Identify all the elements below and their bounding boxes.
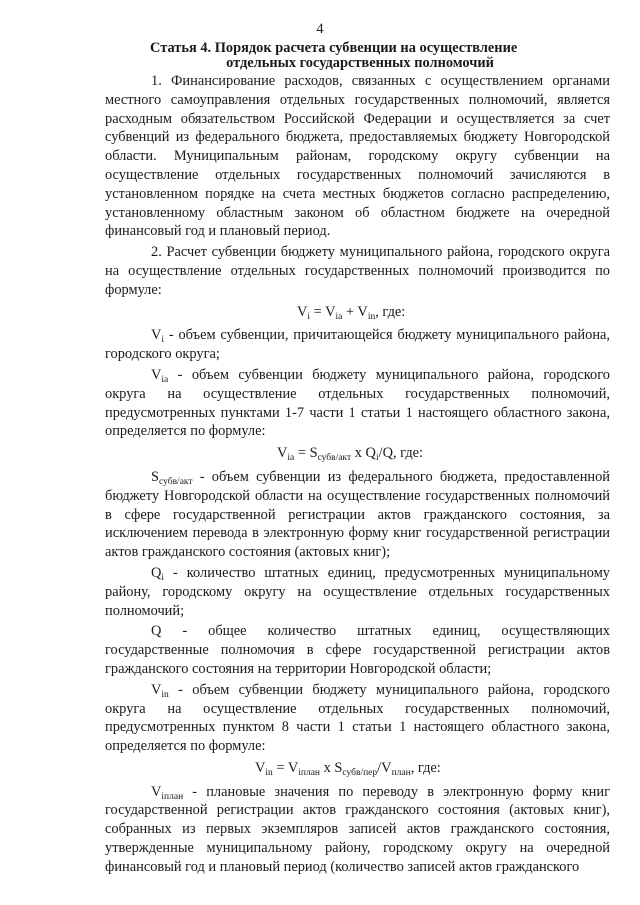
definition-qi: $Q_i$ - количество штатных единиц, предусмотренных муниципальному району, городскому округу на осуществление отдельных государственных полномочий; xyxy=(105,564,610,619)
paragraph-1: 1. Финансирование расходов, связанных с осуществлением органами местного самоуправления отдельных государственных полномочий, является расходным обязательством Российской Федерации и осуществляется за счет субвенций из федерального бюджета, предоставляемых бюджету Новгородской области. Муниципальным районам, городскому округу субвенции на осуществление отдельных государственных полномочий зачисляются в установленном порядке на счета местных бюджетов согласно распределению, установленному областным законом об областном бюджете на очередной финансовый год и плановый период. xyxy=(105,73,610,240)
paragraph-2: 2. Расчет субвенции бюджету муниципального района, городского округа на осуществление отдельных государственных полномочий производится по формуле: xyxy=(105,244,610,298)
formula-via: $V_{ia} = S_{субв/акт}$ x $Q_i/Q$, где: xyxy=(277,445,424,464)
article-body xyxy=(105,72,610,879)
article-title-line-1: Статья 4. Порядок расчета субвенции на осуществление xyxy=(150,40,518,56)
definition-s-subv-akt: $S_{субв/акт}$ - объем субвенции из федерального бюджета, предоставленной бюджету Новгородской области на осуществление государственных полномочий в сфере государственной регистрации актов гражданского состояния, за исключением перевода в электронную форму книг государственной регистрации актов гражданского состояния (актовых книг); xyxy=(105,468,610,561)
formula-vi: $V_i = V_{ia} + V_{in}$, где: xyxy=(297,303,406,322)
definition-vi: $V_i$ - объем субвенции, причитающейся бюджету муниципального района, городского округа; xyxy=(105,327,610,363)
page-number: 4 xyxy=(316,21,324,37)
definition-q: Q - общее количество штатных единиц, осуществляющих государственные полномочия в сфере государственной регистрации актов гражданского состояния на территории Новгородской области; xyxy=(105,623,610,677)
formula-vin: $V_{in} = V_{iплан}$ x $S_{субв/пер}/V_{план}$, где: xyxy=(255,759,441,778)
article-title-line-2: отдельных государственных полномочий xyxy=(226,55,494,71)
article-title xyxy=(150,41,570,71)
definition-vin: $V_{in}$ - объем субвенции бюджету муниципального района, городского округа на осуществление отдельных государственных полномочий, предусмотренных пунктом 8 части 1 статьи 1 настоящего областного закона, определяется по формуле: xyxy=(105,681,610,755)
definition-via: $V_{ia}$ - объем субвенции бюджету муниципального района, городского округа на осуществление отдельных государственных полномочий, предусмотренных пунктами 1-7 части 1 статьи 1 настоящего областного закона, определяется по формуле: xyxy=(105,366,610,440)
definition-viplan: $V_{iплан}$ - плановые значения по переводу в электронную форму книг государственной регистрации актов гражданского состояния (актовых книг), собранных из первых экземпляров записей актов гражданского состояния, утвержденные муниципальному району, городскому округу на очередной финансовый год и плановый период (количество записей актов гражданского xyxy=(105,783,610,875)
